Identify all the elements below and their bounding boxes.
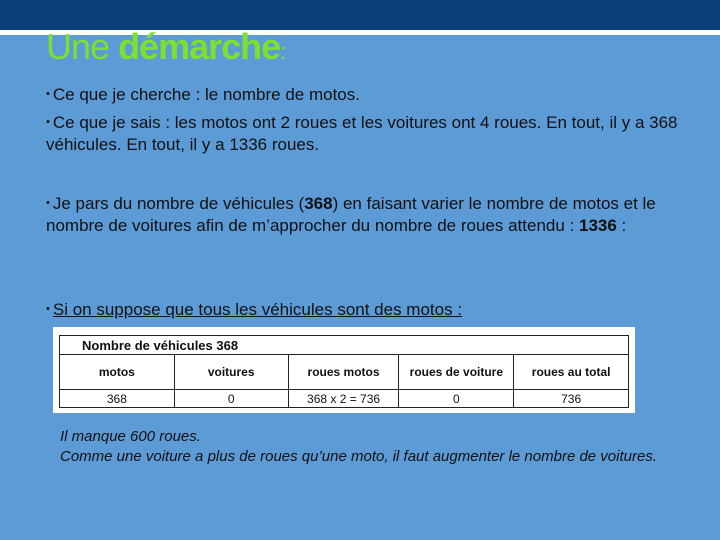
table-panel (53, 327, 635, 413)
cell-voitures: 0 (174, 390, 288, 408)
label-cherche: Ce que je cherche (52, 85, 191, 104)
vehicles-table (59, 335, 629, 408)
slide-title (46, 26, 285, 68)
cell-roues-voiture: 0 (399, 390, 514, 408)
note-line-2: Comme une voiture a plus de roues qu’une moto, il faut augmenter le nombre de voitures. (60, 448, 657, 465)
text-cherche: : le nombre de motos. (190, 85, 360, 104)
cell-motos: 368 (60, 390, 175, 408)
bullet: • (46, 197, 50, 209)
header-roues-total: roues au total (514, 355, 629, 390)
header-roues-motos: roues motos (288, 355, 399, 390)
paragraph-hypothese (46, 298, 686, 321)
text-methode-a: Je pars du nombre de véhicules ( (52, 194, 305, 213)
note-line-1: Il manque 600 roues. (60, 428, 201, 445)
table-row (60, 390, 629, 408)
label-sais: Ce que je sais (52, 113, 161, 132)
header-motos: motos (60, 355, 175, 390)
text-hypothese: Si on suppose que tous les véhicules sont des motos : (52, 300, 463, 319)
paragraph-cherche (46, 83, 686, 106)
text-methode-c: ) en faisant varier le nombre de motos et le nombre de voitures afin de m’approcher du nombre de roues attendu : (46, 194, 656, 235)
table-header-row (60, 355, 629, 390)
conclusion-note (60, 427, 660, 467)
value-1336: 1336 (579, 216, 617, 235)
value-368: 368 (304, 194, 333, 213)
title-word-1: Une (46, 26, 110, 67)
paragraph-methode (46, 192, 686, 237)
bullet: • (46, 88, 50, 100)
header-voitures: voitures (174, 355, 288, 390)
cell-roues-total: 736 (514, 390, 629, 408)
cell-roues-motos: 368 x 2 = 736 (288, 390, 399, 408)
text-methode-e: : (616, 216, 627, 235)
paragraph-sais (46, 111, 686, 156)
text-sais: : les motos ont 2 roues et les voitures ont 4 roues. En tout, il y a 368 véhicules. En tout, il y a 1336 roues. (46, 113, 678, 154)
table-title: Nombre de véhicules 368 (60, 336, 629, 355)
bullet: • (46, 303, 50, 315)
table-title-row (60, 336, 629, 355)
header-roues-voiture: roues de voiture (399, 355, 514, 390)
title-colon: : (280, 39, 286, 64)
bullet: • (46, 116, 50, 128)
title-word-2: démarche (118, 26, 281, 67)
